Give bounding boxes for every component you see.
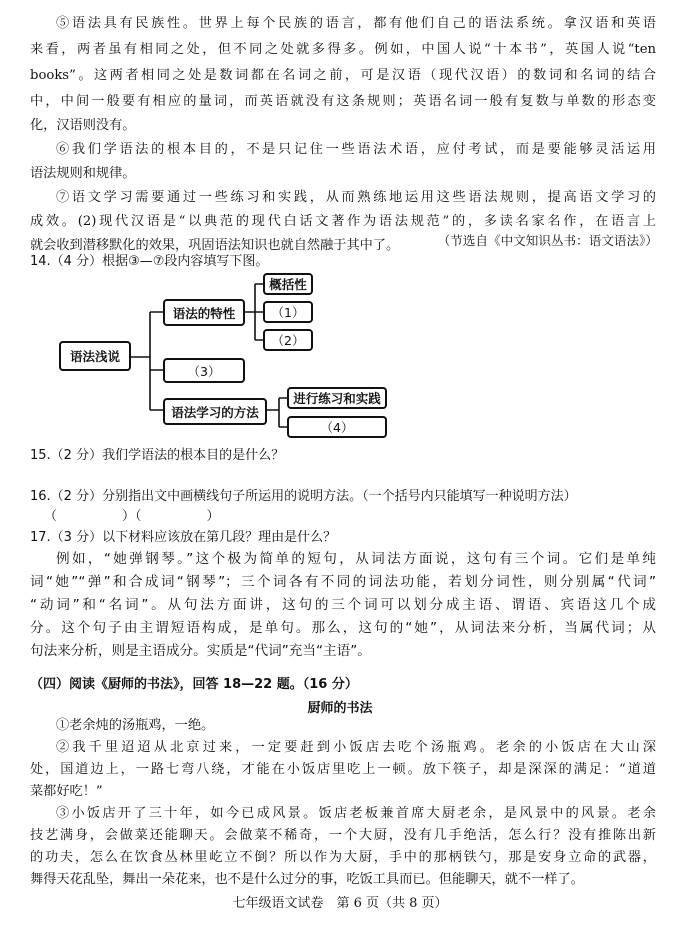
passage-line-9: 成效。(2)现代汉语是“以典范的现代白话文著作为语法规范”的，多读名家名作，在语言上 — [30, 214, 656, 229]
question-17: 17.（3 分）以下材料应该放在第几段？理由是什么？ — [30, 530, 337, 545]
diagram-root: 语法浅说 — [59, 341, 131, 371]
passage-line-10: 就会收到潜移默化的效果，巩固语法知识也就自然融于其中了。 — [30, 238, 400, 253]
question-14: 14.（4 分）根据③—⑦段内容填写下图。 — [30, 254, 269, 269]
diagram-branch-methods: 语法学习的方法 — [163, 398, 267, 425]
material-line-3: “动词”和“名词”。从句法方面讲，这句的三个词可以划分成主语、谓语、宾语这几个成 — [30, 597, 656, 613]
question-16-blanks[interactable]: （ ）（ ） — [44, 509, 220, 524]
diagram-branch-characteristics: 语法的特性 — [163, 299, 245, 326]
passage-line-6: ⑥我们学语法的根本目的，不是只记住一些语法术语，应付考试，而是要能够灵活运用 — [56, 142, 656, 157]
passage-line-1: ⑤语法具有民族性。世界上每个民族的语言，都有他们自己的语法系统。拿汉语和英语 — [56, 16, 656, 31]
passage-line-3: books”。这两者相同之处是数词都在名词之前，可是汉语（现代汉语）的数词和名词的结合 — [30, 68, 656, 83]
article-line-8: 舞得天花乱坠，舞出一朵花来，也不是什么过分的事，吃饭工具而已。但能聊天，就不一样了。 — [30, 872, 584, 887]
diagram-leaf-generality: 概括性 — [263, 273, 313, 295]
material-line-1: 例如，“她弹钢琴。”这个极为简单的短句，从词法方面说，这句有三个词。它们是单纯 — [56, 551, 656, 567]
section-4-heading: （四）阅读《厨师的书法》，回答 18—22 题。（16 分） — [30, 677, 358, 692]
diagram-leaf-practice: 进行练习和实践 — [287, 387, 387, 409]
article-line-6: 技艺满身，会做菜还能聊天。会做菜不稀奇，一个大厨，没有几手绝活，怎么行？没有推陈出新 — [30, 828, 656, 843]
article-title: 厨师的书法 — [307, 701, 373, 716]
passage-line-2: 来看，两者虽有相同之处，但不同之处就多得多。例如，中国人说“十本书”，英国人说“ten — [30, 42, 656, 57]
material-line-2: 词“她”“弹”和合成词“钢琴”；三个词各有不同的词法功能，若划分词性，则分别属“代词” — [30, 574, 656, 590]
page-footer: 七年级语文试卷 第 6 页（共 8 页） — [232, 896, 448, 911]
diagram-blank-4[interactable]: （4） — [287, 416, 387, 438]
article-line-3: 处，国道边上，一路七弯八绕，才能在小饭店里吃上一顿。放下筷子，却是深深的满足：“道道 — [30, 762, 656, 777]
diagram-blank-3[interactable]: （3） — [163, 358, 245, 383]
material-line-5: 句法来分析，则是主语成分。实质是“代词”充当“主语”。 — [30, 643, 371, 659]
article-line-4: 菜都好吃！” — [30, 784, 103, 799]
article-line-1: ①老余炖的汤瓶鸡，一绝。 — [56, 718, 215, 733]
article-line-2: ②我千里迢迢从北京过来，一定要赶到小饭店去吃个汤瓶鸡。老余的小饭店在大山深 — [56, 740, 656, 755]
question-15: 15.（2 分）我们学语法的根本目的是什么？ — [30, 448, 285, 463]
material-line-4: 分。这个句子由主谓短语构成，是单句。那么，这句的“她”，从词法来分析，当属代词；从 — [30, 620, 656, 636]
question-16: 16.（2 分）分别指出文中画横线句子所运用的说明方法。（一个括号内只能填写一种说明方法） — [30, 489, 577, 504]
passage-line-7: 语法规则和规律。 — [30, 166, 136, 181]
passage-line-4: 中，中间一般要有相应的量词，而英语就没有这条规则；英语名词一般有复数与单数的形态变 — [30, 94, 656, 109]
source-note: （节选自《中文知识丛书：语文语法》） — [437, 233, 658, 248]
passage-line-8: ⑦语文学习需要通过一些练习和实践，从而熟练地运用这些语法规则，提高语文学习的 — [56, 190, 656, 205]
passage-line-5: 化，汉语则没有。 — [30, 118, 136, 133]
article-line-5: ③小饭店开了三十年，如今已成风景。饭店老板兼首席大厨老余，是风景中的风景。老余 — [56, 806, 656, 821]
diagram-blank-2[interactable]: （2） — [263, 329, 313, 351]
diagram-blank-1[interactable]: （1） — [263, 301, 313, 323]
article-line-7: 的功夫，怎么在饮食丛林里屹立不倒？所以作为大厨，手中的那柄铁勺，那是安身立命的武器， — [30, 850, 656, 865]
